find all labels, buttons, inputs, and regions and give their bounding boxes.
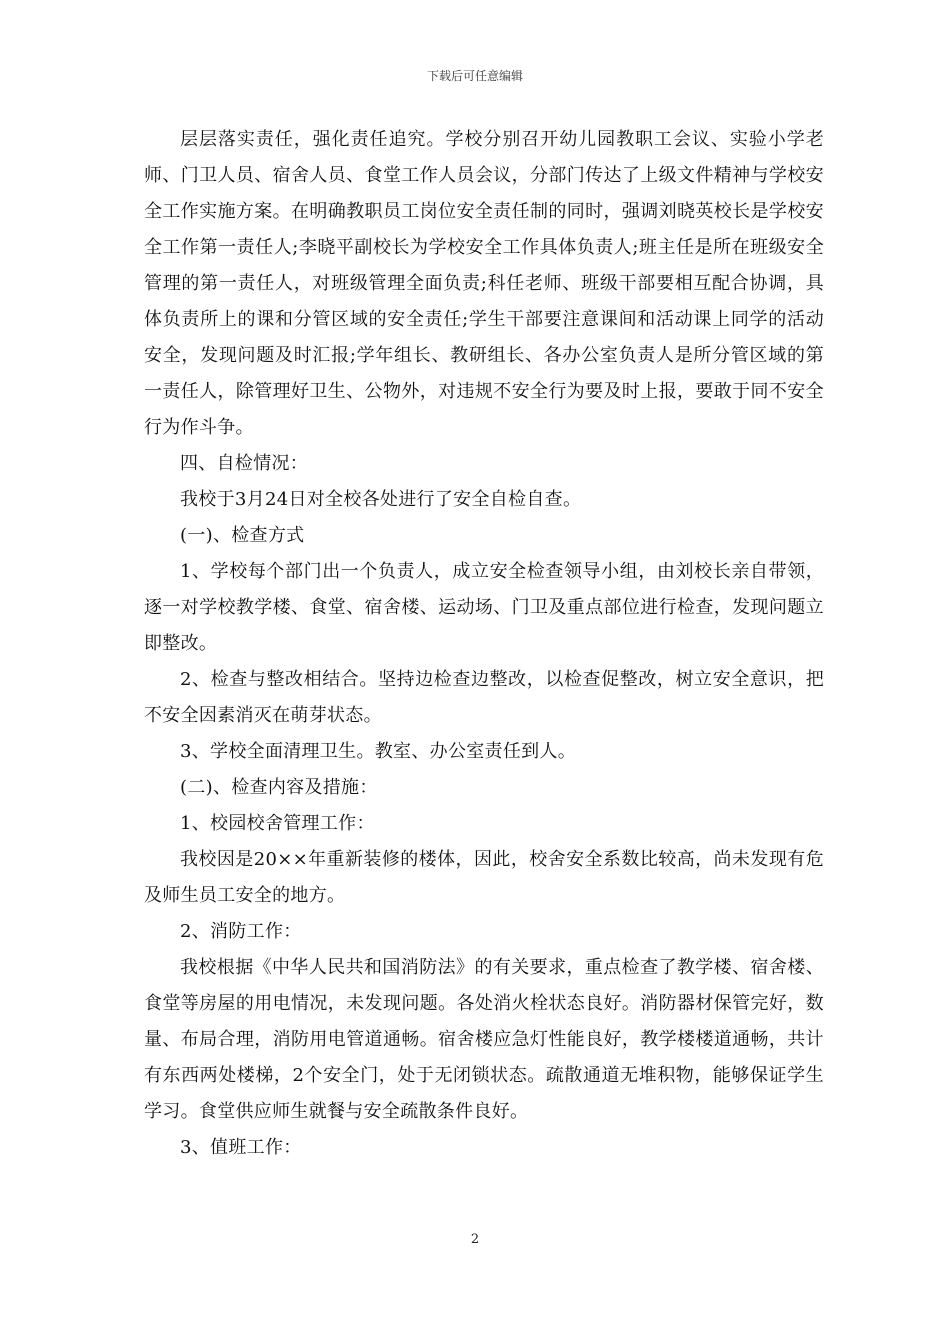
page-number: 2 <box>470 1232 480 1247</box>
list-item-campus-management: 1、校园校舍管理工作： <box>180 813 375 834</box>
document-body <box>144 122 824 1166</box>
page-header: 下载后可任意编辑 <box>426 69 523 83</box>
list-item-method-1: 1、学校每个部门出一个负责人，成立安全检查领导小组，由刘校长亲自带领，逐一对学校教学楼、食堂、宿舍楼、运动场、门卫及重点部位进行检查，发现问题立即整改。 <box>144 561 824 654</box>
list-item-method-2: 2、检查与整改相结合。坚持边检查边整改，以检查促整改，树立安全意识，把不安全因素消灭在萌芽状态。 <box>144 669 824 726</box>
list-item-fire-safety: 2、消防工作： <box>180 921 302 942</box>
paragraph-fire-safety: 我校根据《中华人民共和国消防法》的有关要求，重点检查了教学楼、宿舍楼、食堂等房屋的用电情况，未发现问题。各处消火栓状态良好。消防器材保管完好，数量、布局合理，消防用电管道通畅。宿舍楼应急灯性能良好，教学楼楼道通畅，共计有东西两处楼梯，2个安全门，处于无闭锁状态。疏散通道无堆积物，能够保证学生学习。食堂供应师生就餐与安全疏散条件良好。 <box>144 957 824 1122</box>
paragraph-responsibility: 层层落实责任，强化责任追究。学校分别召开幼儿园教职工会议、实验小学老师、门卫人员、宿舍人员、食堂工作人员会议，分部门传达了上级文件精神与学校安全工作实施方案。在明确教职员工岗位安全责任制的同时，强调刘晓英校长是学校安全工作第一责任人;李晓平副校长为学校安全工作具体负责人;班主任是所在班级安全管理的第一责任人，对班级管理全面负责;科任老师、班级干部要相互配合协调，具体负责所上的课和分管区域的安全责任;学生干部要注意课间和活动课上同学的活动安全，发现问题及时汇报;学年组长、教研组长、各办公室负责人是所分管区域的第一责任人，除管理好卫生、公物外，对违规不安全行为要及时上报，要敢于同不安全行为作斗争。 <box>144 129 824 438</box>
list-item-method-3: 3、学校全面清理卫生。教室、办公室责任到人。 <box>180 741 577 762</box>
section-heading-self-check: 四、自检情况： <box>180 453 309 474</box>
subheading-inspection-method: (一)、检查方式 <box>180 525 305 546</box>
paragraph-self-check-date: 我校于3月24日对全校各处进行了安全自检自查。 <box>180 489 582 510</box>
subheading-inspection-content: (二)、检查内容及措施： <box>180 777 378 798</box>
list-item-duty-work: 3、值班工作： <box>180 1137 302 1158</box>
paragraph-campus-management: 我校因是20××年重新装修的楼体，因此，校舍安全系数比较高，尚未发现有危及师生员工安全的地方。 <box>144 849 824 906</box>
